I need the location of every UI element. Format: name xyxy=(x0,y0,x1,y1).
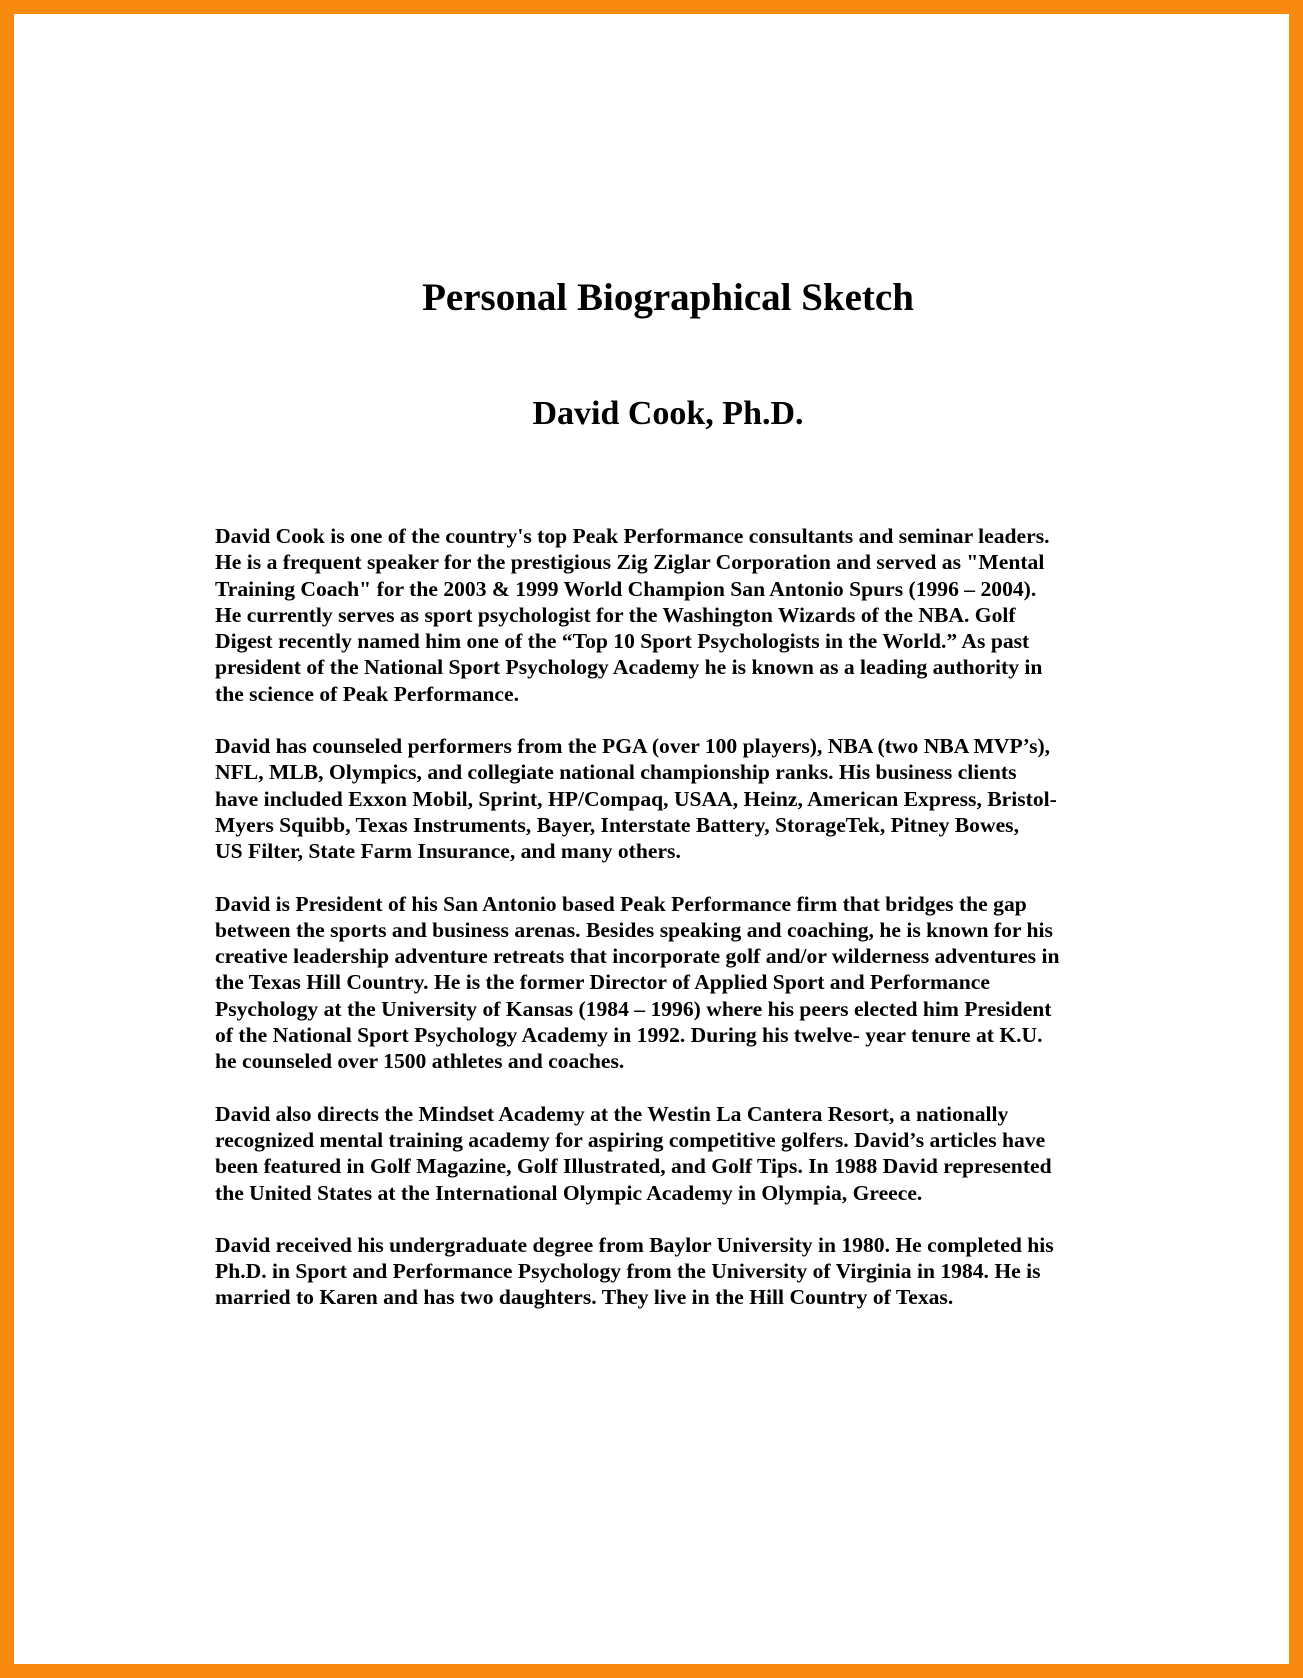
bio-line: NFL, MLB, Olympics, and collegiate national championship ranks. His business clients xyxy=(215,760,1017,785)
bio-paragraph xyxy=(215,1232,1135,1311)
bio-line: the science of Peak Performance. xyxy=(215,681,519,706)
bio-line: creative leadership adventure retreats that incorporate golf and/or wilderness adventures in xyxy=(215,944,1060,969)
document-title: Personal Biographical Sketch xyxy=(422,276,914,319)
bio-paragraph xyxy=(215,523,1135,707)
bio-line: have included Exxon Mobil, Sprint, HP/Compaq, USAA, Heinz, American Express, Bristol- xyxy=(215,786,1057,811)
bio-line: David received his undergraduate degree from Baylor University in 1980. He completed his xyxy=(215,1232,1054,1257)
bio-line: between the sports and business arenas. Besides speaking and coaching, he is known for his xyxy=(215,917,1053,942)
biography-text xyxy=(215,523,1135,1337)
bio-line: recognized mental training academy for aspiring competitive golfers. David’s articles have xyxy=(215,1127,1046,1152)
bio-line: Psychology at the University of Kansas (1984 – 1996) where his peers elected him President xyxy=(215,996,1052,1021)
bio-line: David also directs the Mindset Academy at the Westin La Cantera Resort, a nationally xyxy=(215,1101,1009,1126)
bio-line: Digest recently named him one of the “Top 10 Sport Psychologists in the World.” As past xyxy=(215,629,1030,654)
bio-line: the United States at the International Olympic Academy in Olympia, Greece. xyxy=(215,1180,923,1205)
bio-paragraph xyxy=(215,891,1135,1075)
bio-line: president of the National Sport Psychology Academy he is known as a leading authority in xyxy=(215,655,1043,680)
bio-line: Training Coach" for the 2003 & 1999 World Champion San Antonio Spurs (1996 – 2004). xyxy=(215,576,1037,601)
bio-line: He is a frequent speaker for the prestigious Zig Ziglar Corporation and served as "Mental xyxy=(215,550,1045,575)
bio-paragraph xyxy=(215,1101,1135,1206)
bio-line: David has counseled performers from the PGA (over 100 players), NBA (two NBA MVP’s), xyxy=(215,734,1051,759)
bio-paragraph xyxy=(215,733,1135,864)
bio-line: married to Karen and has two daughters. They live in the Hill Country of Texas. xyxy=(215,1285,954,1310)
bio-line: he counseled over 1500 athletes and coaches. xyxy=(215,1049,625,1074)
bio-line: been featured in Golf Magazine, Golf Illustrated, and Golf Tips. In 1988 David represented xyxy=(215,1154,1052,1179)
bio-line: Ph.D. in Sport and Performance Psychology from the University of Virginia in 1984. He is xyxy=(215,1259,1041,1284)
author-name: David Cook, Ph.D. xyxy=(532,395,804,432)
bio-line: US Filter, State Farm Insurance, and many others. xyxy=(215,839,681,864)
bio-line: Myers Squibb, Texas Instruments, Bayer, Interstate Battery, StorageTek, Pitney Bowes, xyxy=(215,812,1019,837)
bio-line: the Texas Hill Country. He is the former Director of Applied Sport and Performance xyxy=(215,970,990,995)
bio-line: David Cook is one of the country's top Peak Performance consultants and seminar leaders. xyxy=(215,524,1050,548)
bio-line: He currently serves as sport psychologist for the Washington Wizards of the NBA. Golf xyxy=(215,602,1016,627)
bio-line: of the National Sport Psychology Academy in 1992. During his twelve- year tenure at K.U. xyxy=(215,1023,1043,1048)
bio-line: David is President of his San Antonio based Peak Performance firm that bridges the gap xyxy=(215,891,1027,916)
